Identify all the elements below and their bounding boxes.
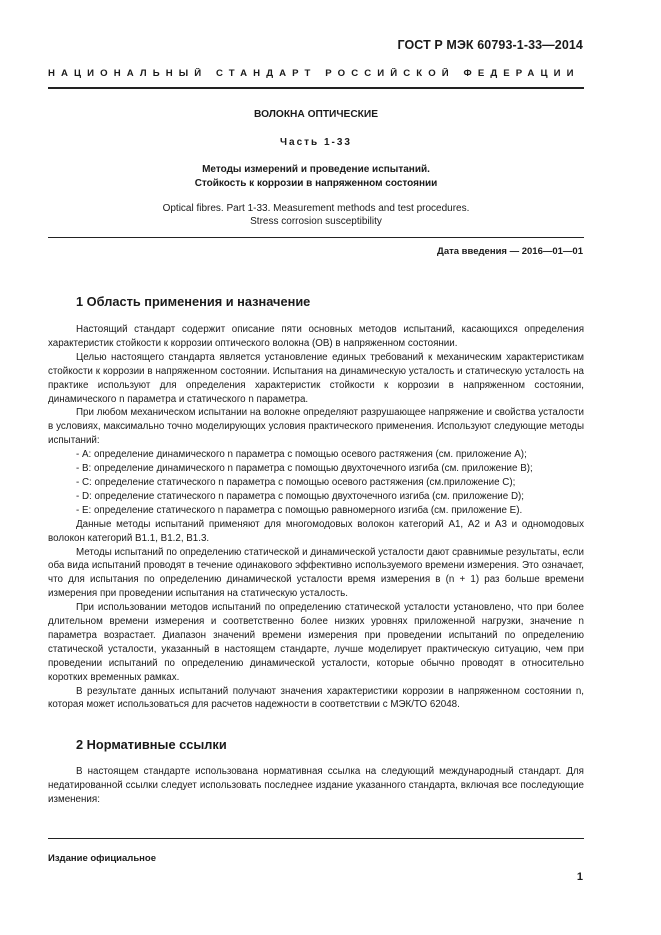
paragraph: При любом механическом испытании на волокне определяют разрушающее напряжение и свойства усталости в условиях, максимально точно моделирующих условия практического применения. Используют следующие методы испытаний: bbox=[48, 407, 584, 447]
official-edition-label: Издание официальное bbox=[48, 853, 156, 864]
section-1-heading: 1 Область применения и назначение bbox=[76, 294, 311, 309]
subtitle-line-2: Стойкость к коррозии в напряженном состоянии bbox=[194, 178, 438, 189]
paragraph: Методы испытаний по определению статической и динамической усталости дают сравнимые результаты, если оба вида испытаний проводят в течение одинакового эффективно используемого времени измерения. Это означает, что для испытания по определению динамической усталости время измерения в (n + 1) раз больше времени измерения при проведении испытания на статическую усталость. bbox=[48, 546, 584, 600]
method-list-item: - D: определение статического n параметра с помощью двухточечного изгиба (см. приложение D); bbox=[76, 490, 525, 502]
english-title-line-2: Stress corrosion susceptibility bbox=[250, 216, 382, 227]
paragraph: При использовании методов испытаний по определению статической усталости установлено, что при более длительном времени измерения и соответственно более низких уровнях приложенной нагрузки, значение n параметра возрастает. Диапазон значений времени измерения при проведении испытаний по определению статической усталости, указанный в настоящем стандарте, лучше моделирует практическую ситуацию, чем при проведении испытаний по определению динамической усталости, которые обычно проводят в относительно коротких временных рамках. bbox=[48, 602, 584, 683]
introduction-date: Дата введения — 2016—01—01 bbox=[437, 246, 583, 257]
method-list-item: - А: определение динамического n параметра с помощью осевого растяжения (см. приложение А); bbox=[76, 449, 527, 461]
page-number: 1 bbox=[576, 871, 583, 883]
section-2-body bbox=[48, 765, 584, 807]
document-title: ВОЛОКНА ОПТИЧЕСКИЕ bbox=[253, 109, 379, 120]
paragraph: В результате данных испытаний получают значения характеристики коррозии в напряженном состоянии n, которая может использоваться для расчетов надежности в соответствии с МЭК/ТО 62048. bbox=[48, 685, 584, 711]
method-list-item: - Е: определение статического n параметра с помощью равномерного изгиба (см. приложение Е). bbox=[76, 504, 523, 516]
paragraph: Настоящий стандарт содержит описание пяти основных методов испытаний, касающихся определения характеристик стойкости к коррозии оптического волокна (ОВ) в напряженном состоянии. bbox=[48, 324, 584, 349]
section-1-body bbox=[48, 323, 584, 712]
footer-divider bbox=[48, 838, 584, 839]
paragraph: В настоящем стандарте использована нормативная ссылка на следующий международный стандарт. Для недатированной ссылки следует использовать последнее издание указанного стандарта, включая все последующие изменения: bbox=[48, 766, 584, 805]
national-standard-banner: НАЦИОНАЛЬНЫЙ СТАНДАРТ РОССИЙСКОЙ ФЕДЕРАЦИИ bbox=[48, 68, 580, 79]
standard-number: ГОСТ Р МЭК 60793-1-33—2014 bbox=[397, 38, 583, 52]
title-divider bbox=[48, 237, 584, 238]
paragraph: Данные методы испытаний применяют для многомодовых волокон категорий А1, А2 и А3 и одномодовых волокон категорий В1.1, В1.2, В1.3. bbox=[48, 518, 584, 544]
document-part: Часть 1-33 bbox=[280, 137, 352, 148]
header-divider bbox=[48, 87, 584, 89]
method-list-item: - В: определение динамического n параметра с помощью двухточечного изгиба (см. приложение В); bbox=[76, 463, 533, 475]
paragraph: Целью настоящего стандарта является установление единых требований к механическим характеристикам стойкости к коррозии в напряженном состоянии. Испытания на динамическую усталость и статическую усталость на практике используют для определения характеристик стойкости к коррозии в напряженном состоянии, динамического n параметра и статического n параметра. bbox=[48, 351, 584, 405]
section-2-heading: 2 Нормативные ссылки bbox=[76, 737, 227, 752]
subtitle-line-1: Методы измерений и проведение испытаний. bbox=[202, 164, 430, 175]
method-list-item: - С: определение статического n параметра с помощью осевого растяжения (см.приложение С); bbox=[76, 476, 516, 488]
english-title-line-1: Optical fibres. Part 1-33. Measurement methods and test procedures. bbox=[162, 203, 470, 214]
